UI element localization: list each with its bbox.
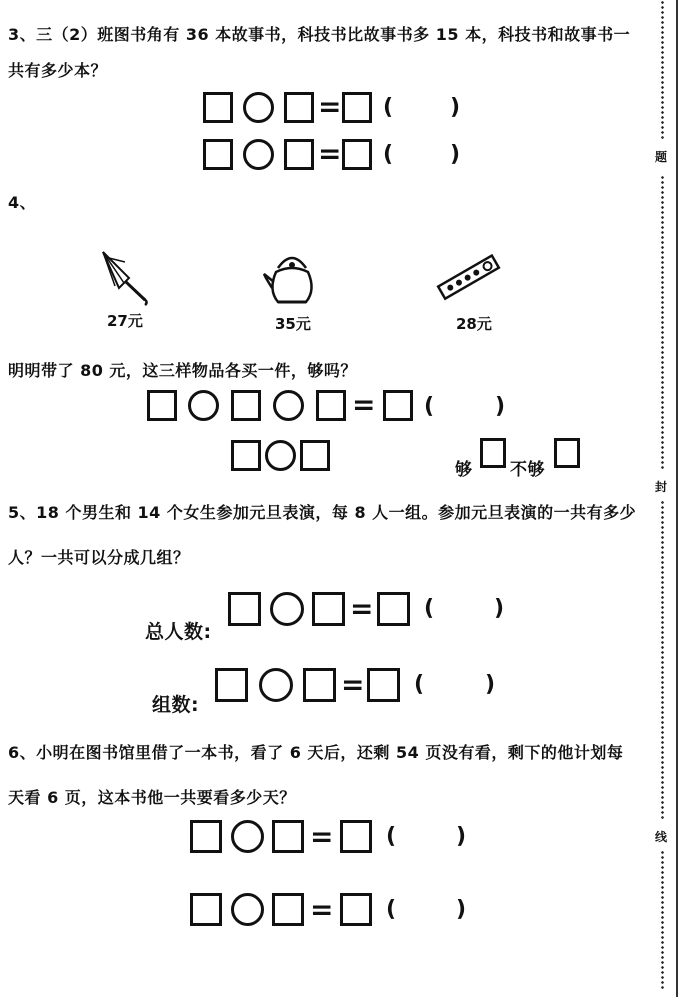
operator-circle[interactable]: [265, 440, 296, 471]
margin-char-ti: 题: [655, 150, 668, 164]
operator-circle[interactable]: [188, 390, 219, 421]
kettle-icon: [262, 250, 322, 306]
unit-blank-left-paren: (: [383, 142, 394, 167]
umbrella-icon: [95, 248, 155, 306]
answer-box[interactable]: [272, 820, 304, 853]
answer-box[interactable]: [316, 390, 346, 421]
q6-text-line1: [8, 740, 623, 763]
not-enough-label: 不够: [510, 460, 545, 480]
enough-label: 够: [455, 460, 473, 480]
answer-box[interactable]: [284, 92, 314, 123]
answer-box[interactable]: [231, 440, 261, 471]
unit-blank-right-paren: ): [456, 824, 467, 849]
answer-box[interactable]: [340, 820, 372, 853]
q3-line1: 三（2）班图书角有 36 本故事书，科技书比故事书多 15 本，科技书和故事书一: [36, 25, 631, 44]
operator-circle[interactable]: [243, 139, 274, 170]
unit-blank-right-paren: ): [485, 672, 496, 697]
answer-box[interactable]: [190, 820, 222, 853]
q3-number: 3、: [8, 25, 37, 44]
unit-blank-right-paren: ): [450, 95, 461, 120]
answer-box[interactable]: [203, 92, 233, 123]
q3-text-line2: 共有多少本？: [8, 61, 108, 80]
unit-blank-right-paren: ): [456, 897, 467, 922]
jump-rope-price: 28元: [456, 315, 492, 333]
unit-blank-left-paren: (: [424, 394, 435, 419]
q5-text-line1: [8, 500, 636, 523]
unit-blank-left-paren: (: [386, 897, 397, 922]
q5-number: 5、: [8, 503, 37, 522]
operator-circle[interactable]: [270, 592, 304, 626]
margin-dotted-line: [661, 175, 664, 470]
operator-circle[interactable]: [231, 893, 264, 926]
answer-box[interactable]: [272, 893, 304, 926]
operator-circle[interactable]: [259, 668, 293, 702]
answer-box[interactable]: [342, 139, 372, 170]
margin-dotted-line: [661, 0, 664, 140]
q5-line1: 18 个男生和 14 个女生参加元旦表演，每 8 人一组。参加元旦表演的一共有多少: [36, 503, 637, 522]
unit-blank-left-paren: (: [386, 824, 397, 849]
margin-dotted-line: [661, 500, 664, 820]
margin-dotted-line: [661, 850, 664, 990]
total-people-label: 总人数:: [145, 621, 212, 643]
answer-box[interactable]: [340, 893, 372, 926]
q6-number: 6、: [8, 743, 37, 762]
answer-box[interactable]: [367, 668, 400, 702]
q6-line1: 小明在图书馆里借了一本书，看了 6 天后，还剩 54 页没有看，剩下的他计划每: [36, 743, 624, 762]
operator-circle[interactable]: [273, 390, 304, 421]
answer-box[interactable]: [284, 139, 314, 170]
answer-box[interactable]: [147, 390, 177, 421]
groups-label: 组数:: [152, 694, 200, 716]
unit-blank-left-paren: (: [424, 596, 435, 621]
equals-sign: =: [352, 388, 376, 421]
unit-blank-left-paren: (: [414, 672, 425, 697]
answer-box[interactable]: [312, 592, 345, 626]
answer-box[interactable]: [342, 92, 372, 123]
answer-box[interactable]: [303, 668, 336, 702]
operator-circle[interactable]: [243, 92, 274, 123]
answer-box[interactable]: [203, 139, 233, 170]
answer-box[interactable]: [215, 668, 248, 702]
answer-box[interactable]: [228, 592, 261, 626]
q5-text-line2: 人？一共可以分成几组？: [8, 548, 190, 567]
equals-sign: =: [318, 137, 342, 170]
unit-blank-left-paren: (: [383, 95, 394, 120]
q3-text-line1: [8, 22, 630, 45]
margin-solid-line: [676, 0, 678, 997]
q4-question: 明明带了 80 元，这三样物品各买一件，够吗？: [8, 361, 357, 380]
operator-circle[interactable]: [231, 820, 264, 853]
umbrella-price: 27元: [107, 312, 143, 330]
answer-box[interactable]: [300, 440, 330, 471]
margin-char-feng: 封: [655, 480, 668, 494]
answer-box[interactable]: [377, 592, 410, 626]
equals-sign: =: [310, 893, 334, 926]
margin-char-xian: 线: [655, 830, 668, 844]
unit-blank-right-paren: ): [495, 394, 506, 419]
equals-sign: =: [318, 90, 342, 123]
equals-sign: =: [350, 592, 374, 625]
enough-checkbox[interactable]: [480, 438, 506, 468]
not-enough-checkbox[interactable]: [554, 438, 580, 468]
answer-box[interactable]: [190, 893, 222, 926]
equals-sign: =: [341, 668, 365, 701]
unit-blank-right-paren: ): [494, 596, 505, 621]
kettle-price: 35元: [275, 315, 311, 333]
q6-text-line2: 天看 6 页，这本书他一共要看多少天？: [8, 788, 296, 807]
q4-number: 4、: [8, 193, 37, 212]
answer-box[interactable]: [231, 390, 261, 421]
equals-sign: =: [310, 820, 334, 853]
jump-rope-icon: [436, 252, 502, 304]
answer-box[interactable]: [383, 390, 413, 421]
unit-blank-right-paren: ): [450, 142, 461, 167]
